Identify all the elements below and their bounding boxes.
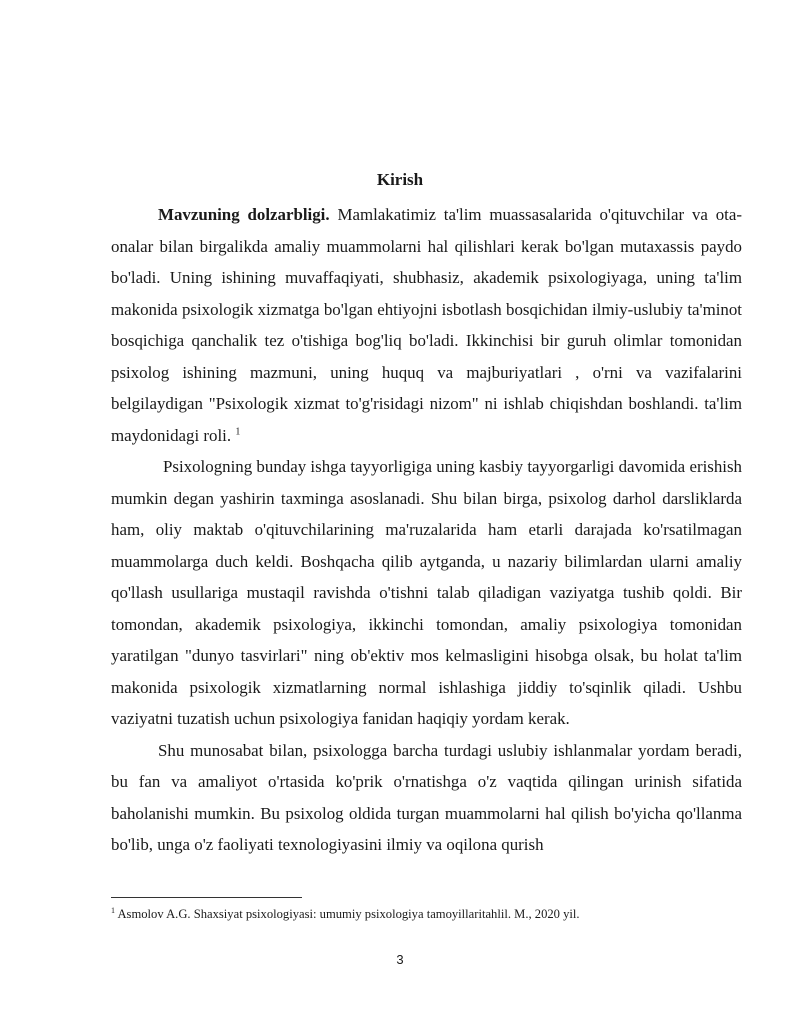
body-text	[111, 199, 742, 861]
footnote-reference[interactable]: 1	[235, 425, 241, 437]
paragraph-lead: Mavzuning dolzarbligi.	[158, 205, 330, 224]
footnote-divider	[111, 897, 302, 898]
paragraph-2: Psixologning bunday ishga tayyorligiga uning kasbiy tayyorgarligi davomida erishish mumkin degan yashirin taxminga asoslanadi. Shu bilan birga, psixolog darhol darsliklarda ham, oliy maktab o'qituvchilarining ma'ruzalarida ham etarli darajada ko'rsatilmagan muammolarga duch keldi. Boshqacha qilib aytganda, u nazariy bilimlardan ularni amaliy qo'llash usullariga mustaqil ravishda o'tishni talab qiladigan vaziyatga tushib qoldi. Bir tomondan, akademik psixologiya, ikkinchi tomondan, amaliy psixologiya tomonidan yaratilgan "dunyo tasvirlari" ning ob'ektiv mos kelmasligini hisobga olsak, bu holat ta'lim makonida psixologik xizmatlarning normal ishlashiga jiddiy to'sqinlik qiladi. Ushbu vaziyatni tuzatish uchun psixologiya fanidan haqiqiy yordam kerak.	[111, 457, 742, 728]
paragraph-text: Mamlakatimiz ta'lim muassasalarida o'qituvchilar va ota-onalar bilan birgalikda amaliy muammolarni hal qilishlari kerak bo'lgan mutaxassis paydo bo'ladi. Uning ishining muvaffaqiyati, shubhasiz, akademik psixologiyaga, uning ta'lim makonida psixologik xizmatga bo'lgan ehtiyojni isbotlash bosqichidan ilmiy-uslubiy ta'minot bosqichiga qanchalik tez o'tishiga bog'liq bo'ladi. Ikkinchisi bir guruh olimlar tomonidan psixolog ishining mazmuni, uning huquq va majburiyatlari , o'rni va vazifalarini belgilaydigan "Psixologik xizmat to'g'risidagi nizom" ni ishlab chiqishdan boshlandi. ta'lim maydonidagi roli.	[111, 205, 743, 445]
footnote-text: Asmolov A.G. Shaxsiyat psixologiyasi: umumiy psixologiya tamoyillaritahlil. M., 2020 yil.	[115, 907, 580, 921]
paragraph-3: Shu munosabat bilan, psixologga barcha turdagi uslubiy ishlanmalar yordam beradi, bu fan va amaliyot o'rtasida ko'prik o'rnatishga o'z vaqtida qilingan urinish sifatida baholanishi mumkin. Bu psixolog oldida turgan muammolarni hal qilish bo'yicha qo'llanma bo'lib, unga o'z faoliyati texnologiyasini ilmiy va oqilona qurish	[111, 740, 742, 854]
page-title: Kirish	[376, 170, 424, 189]
footnote	[111, 905, 742, 923]
footnote-marker: 1	[111, 905, 115, 915]
page-number: 3	[396, 952, 404, 967]
paragraph-1	[111, 199, 742, 451]
